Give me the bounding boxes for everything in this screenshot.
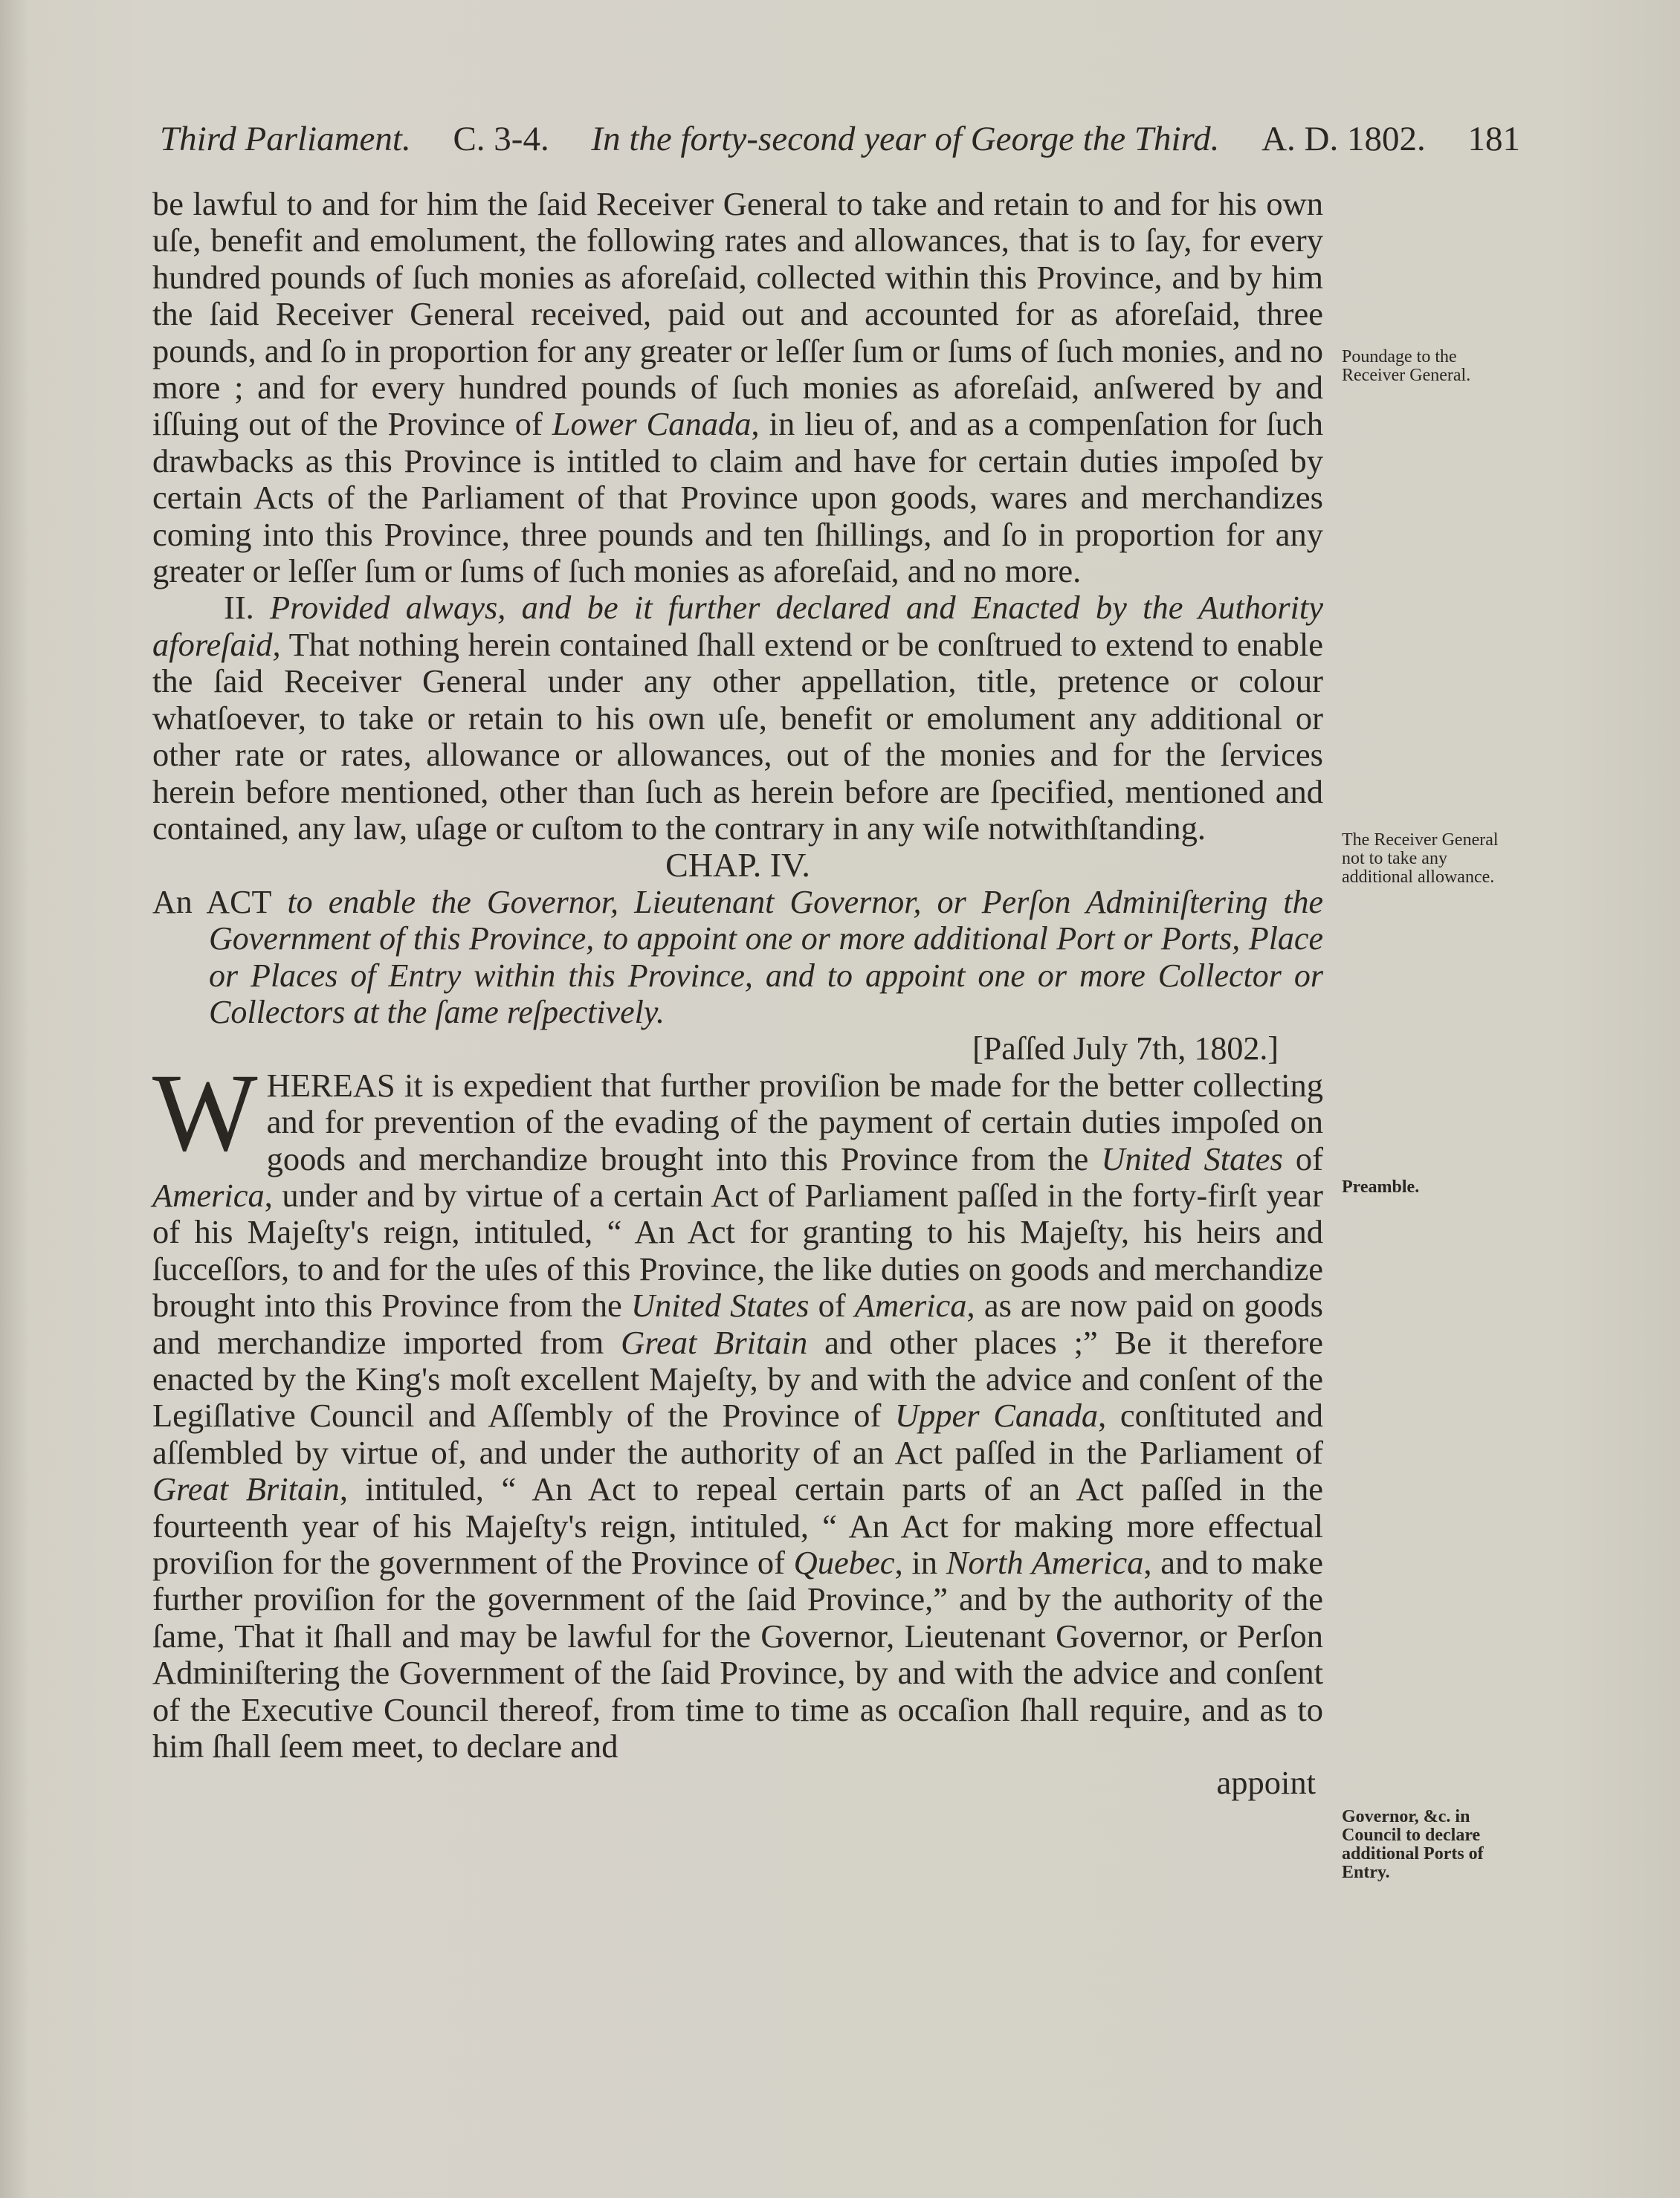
- margin-note-receiver-general: The Receiver General not to take any additional allowance.: [1342, 830, 1499, 887]
- act-title-text: to enable the Governor, Lieutenant Governor, or Perſon Adminiſtering the Government of this Province, to appoint one or more additional Port or Ports, Place or Places of Entry within this Province, and to appoint one or more Collector or Collectors at the ſame reſpectively.: [209, 883, 1323, 1030]
- page-number: 181: [1467, 120, 1520, 158]
- main-text: [152, 186, 1323, 1802]
- preamble-paragraph: [152, 1050, 1324, 1765]
- place-name: North America: [946, 1544, 1144, 1582]
- text-run: , conſtituted and aſſembled by virtue of, and under the authority of an Act paſſed in the Parliament of: [152, 1397, 1324, 1471]
- place-name: America: [854, 1287, 967, 1325]
- place-name: Lower Canada: [552, 405, 752, 443]
- place-name: America: [152, 1176, 265, 1214]
- text-run: , and to make further proviſion for the government of the ſaid Province,” and by the authority of the ſame, That it ſhall and may be lawful for the Governor, Lieutenant Governor, or Perſon Adminiſtering the Government of the ſaid Province, by and with the advice and conſent of the Executive Council thereof, from time to time as occaſion ſhall require, and as to him ſhall ſeem meet, to declare and: [152, 1544, 1324, 1765]
- running-header: [160, 119, 1520, 159]
- drop-cap: W: [152, 1050, 258, 1174]
- margin-note-poundage: Poundage to the Receiver General.: [1342, 347, 1471, 385]
- text-run: and other places ;” Be it therefore enacted by the King's moſt excellent Majeſty, by and with the advice and conſent of the Legiſlative Council and Aſſembly of the Province of: [152, 1323, 1324, 1435]
- text-run: That nothing herein contained ſhall extend or be conſtrued to extend to enable the ſaid Receiver General under any other appellation, title, pretence or colour whatſoever, to take or retain to his own uſe, benefit or emolument any additional or other rate or rates, allowance or allowances, out of the monies and for the ſervices herein before mentioned, other than ſuch as herein before are ſpecified, mentioned and contained, any law, uſage or cuſtom to the contrary in any wiſe notwithſtanding.: [152, 625, 1323, 847]
- text-run: , as are now paid on goods and merchandize imported from: [152, 1287, 1323, 1361]
- text-run: HEREAS it is expedient that further proviſion be made for the better collecting and for prevention of the evading of the payment of certain duties impoſed on goods and merchandize brought into this Province from the: [266, 1066, 1323, 1177]
- act-prefix: An ACT: [152, 883, 272, 920]
- section-ii: [152, 589, 1323, 847]
- text-run: of: [809, 1287, 855, 1325]
- text-run: , under and by virtue of a certain Act of Parliament paſſed in the forty-firſt year of his Majeſty's reign, intituled, “ An Act for granting to his Majeſty, his heirs and ſucceſſors, to and for the uſes of this Province, the like duties on goods and merchandize brought into this Province from the: [152, 1176, 1323, 1325]
- place-name: Quebec: [793, 1544, 895, 1582]
- place-name: United States: [1101, 1140, 1283, 1177]
- margin-note-governor: Governor, &c. in Council to declare additional Ports of Entry.: [1342, 1807, 1484, 1882]
- text-run: , intituled, “ An Act to repeal certain parts of an Act paſſed in the fourteenth year of his Majeſty's reign, intituled, “ An Act for making more effectual proviſion for the government of the Province of: [152, 1470, 1323, 1582]
- passed-date: [Paſſed July 7th, 1802.]: [972, 1030, 1279, 1067]
- place-name: Great Britain: [621, 1323, 808, 1361]
- header-chapter: C. 3-4.: [453, 120, 549, 158]
- place-name: Upper Canada: [894, 1397, 1099, 1435]
- text-run: , in lieu of, and as a compenſation for ſuch drawbacks as this Province is intitled to claim and have for certain duties impoſed by certain Acts of the Parliament of that Province upon goods, wares and merchandizes coming into this Province, three pounds and ten ſhillings, and ſo in proportion for any greater or leſſer ſum or ſums of ſuch monies as aforeſaid, and no more.: [152, 405, 1323, 590]
- header-parliament: Third Parliament.: [160, 120, 411, 158]
- paragraph-continuation: [152, 186, 1323, 589]
- place-name: Great Britain: [152, 1470, 340, 1508]
- place-name: United States: [630, 1287, 810, 1325]
- catchword: appoint: [1216, 1764, 1316, 1802]
- chapter-heading: CHAP. IV.: [665, 846, 810, 885]
- act-title: [152, 884, 1323, 1031]
- proviso-clause: Provided always, and be it further declared and Enacted by the Authority aforeſaid,: [152, 589, 1324, 663]
- section-number: II.: [224, 589, 254, 627]
- header-year: A. D. 1802.: [1261, 120, 1426, 158]
- header-regnal-year: In the forty-second year of George the Third.: [591, 120, 1220, 158]
- text-run: of: [1282, 1140, 1323, 1177]
- text-run: be lawful to and for him the ſaid Receiver General to take and retain to and for his own uſe, benefit and emolument, the following rates and allowances, that is to ſay, for every hundred pounds of ſuch monies as aforeſaid, collected within this Province, and by him the ſaid Receiver General received, paid out and accounted for as aforeſaid, three pounds, and ſo in proportion for any greater or leſſer ſum or ſums of ſuch monies, and no more ; and for every hundred pounds of ſuch monies as aforeſaid, anſwered by and iſſuing out of the Province of: [152, 185, 1323, 443]
- margin-note-preamble: Preamble.: [1342, 1177, 1420, 1197]
- text-run: , in: [894, 1544, 946, 1582]
